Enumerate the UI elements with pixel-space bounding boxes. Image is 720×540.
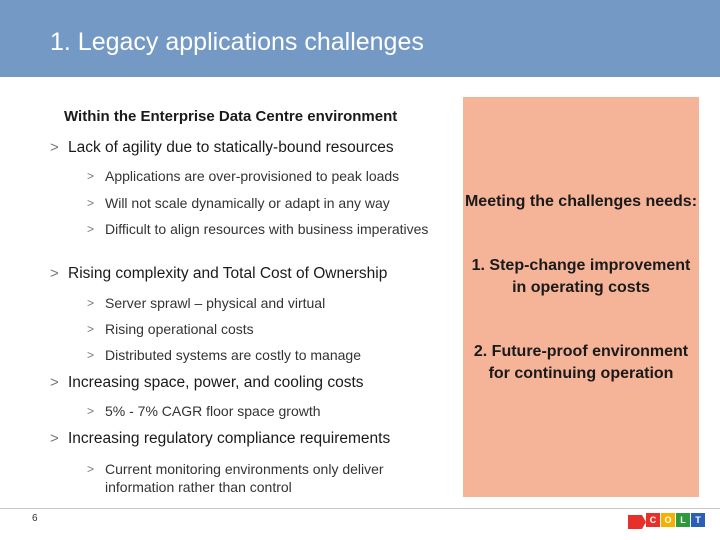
bullet-3 [50, 374, 364, 392]
panel-item-1: 1. Step-change improvement in operating costs [471, 257, 691, 296]
chevron-right-icon: > [87, 196, 95, 210]
bullet-3-text: Increasing space, power, and cooling costs [68, 374, 364, 391]
sub-bullet-2-3 [87, 346, 447, 364]
chevron-right-icon: > [87, 222, 95, 236]
chevron-right-icon: > [50, 265, 59, 282]
sub-bullet-text: Difficult to align resources with business imperatives [105, 221, 429, 237]
chevron-right-icon: > [87, 322, 95, 336]
sub-bullet-text: 5% - 7% CAGR floor space growth [105, 403, 321, 419]
sub-bullet-text: Will not scale dynamically or adapt in any way [105, 195, 390, 211]
sub-bullet-1-2 [87, 194, 447, 212]
sub-bullet-3-1 [87, 402, 447, 420]
bullet-1-text: Lack of agility due to statically-bound resources [68, 139, 394, 156]
logo-letter: L [676, 513, 690, 527]
page-number: 6 [32, 513, 38, 524]
panel-item-2: 2. Future-proof environment for continuing operation [473, 343, 689, 382]
sub-bullet-text: Current monitoring environments only deliver information rather than control [105, 461, 384, 495]
logo-letter: T [691, 513, 705, 527]
chevron-right-icon: > [87, 404, 95, 418]
sub-bullet-2-2 [87, 320, 447, 338]
panel-heading: Meeting the challenges needs: [464, 193, 698, 210]
logo-letter: O [661, 513, 675, 527]
sub-bullet-1-3 [87, 220, 447, 238]
content-heading: Within the Enterprise Data Centre environment [64, 108, 398, 125]
bullet-4 [50, 430, 390, 448]
sub-bullet-text: Applications are over-provisioned to peak loads [105, 168, 400, 184]
bullet-4-text: Increasing regulatory compliance requirements [68, 430, 391, 447]
slide-title: 1. Legacy applications challenges [50, 28, 424, 56]
sub-bullet-4-1 [87, 460, 447, 496]
chevron-right-icon: > [87, 348, 95, 362]
chevron-right-icon: > [87, 296, 95, 310]
chevron-right-icon: > [50, 374, 59, 391]
bullet-2-text: Rising complexity and Total Cost of Ownership [68, 265, 388, 282]
sub-bullet-text: Distributed systems are costly to manage [105, 347, 361, 363]
chevron-right-icon: > [87, 169, 95, 183]
sub-bullet-1-1 [87, 167, 447, 185]
chevron-right-icon: > [50, 139, 59, 156]
footer-divider [0, 508, 720, 509]
sub-bullet-2-1 [87, 294, 447, 312]
logo-letter: C [646, 513, 660, 527]
bullet-2 [50, 265, 387, 283]
chevron-right-icon: > [87, 462, 95, 476]
sub-bullet-text: Rising operational costs [105, 321, 254, 337]
bullet-1 [50, 139, 394, 157]
sub-bullet-text: Server sprawl – physical and virtual [105, 295, 326, 311]
summary-panel [463, 97, 699, 497]
chevron-right-icon: > [50, 430, 59, 447]
